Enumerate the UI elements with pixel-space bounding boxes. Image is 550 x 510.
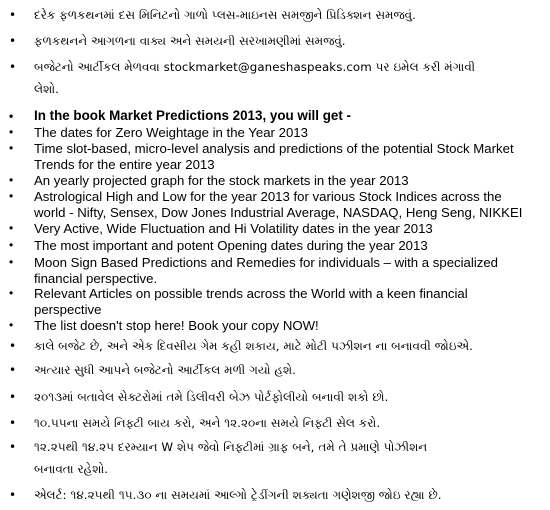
list-item-text: Relevant Articles on possible trends across the World with a keen financial perspective [34,286,468,317]
bullet-icon: • [9,488,17,502]
list-item-text: Time slot-based, micro-level analysis and predictions of the potential Stock Market Trends for the entire year 2013 [34,141,514,172]
bullet-icon: • [9,60,17,74]
list-item-text: Moon Sign Based Predictions and Remedies for individuals – with a specialized financial perspective. [34,255,499,286]
bullet-icon: • [9,34,17,48]
bullet-icon: • [9,390,17,404]
list-item-text: Astrological High and Low for the year 2013 for various Stock Indices across the world - Nifty, Sensex, Dow Jones Industrial Average, NASDAQ, Heng Seng, NIKKEI [34,189,523,220]
bullet-icon: • [9,173,14,187]
section-heading: In the book Market Predictions 2013, you will get - [34,108,351,123]
list-item-text: The most important and potent Opening dates during the year 2013 [34,238,428,253]
bullet-icon: • [9,109,14,123]
list-item-text: ૧૦.૫૫ના સમયે નિફ્ટી બાય કરો, અને ૧૨.૨૦ના સમયે નિફ્ટી સેલ કરો. [34,416,381,430]
bullet-icon: • [9,286,14,300]
bullet-icon: • [9,416,17,430]
bullet-icon: • [9,363,17,377]
bullet-icon: • [9,440,17,454]
bullet-icon: • [9,141,14,155]
bullet-icon: • [9,238,14,252]
list-item-text: કાલે બજેટ છે, અને એક દિવસીય ગેમ કહી શકાય, માટે મોટી પઝીશન ના બનાવવી જોઇએ. [34,339,473,353]
bullet-icon: • [9,221,14,235]
list-item-text: ૨૦૧૩માં બતાવેલ સેક્ટરોમાં તમે ડિલીવરી બેઝ પોર્ટફોલીયો બનાવી શકો છો. [34,390,389,404]
list-item-text: બજેટનો આર્ટીકલ મેળવવા stockmarket@ganeshaspeaks.com પર ઇમેલ કરી મંગાવી લેશો. [34,60,476,96]
list-item-text: ૧૨.૨૫થી ૧૪.૨૫ દરમ્યાન W શેપ જેવો નિફ્ટીમાં ગ્રાફ બને, તમે તે પ્રમાણે પોઝીશન બનાવતા રહેશો. [34,440,428,476]
bullet-icon: • [9,255,14,269]
list-item-text: Very Active, Wide Fluctuation and Hi Volatility dates in the year 2013 [34,221,433,236]
list-item-text: એલર્ટ: ૧૪.૨૫થી ૧૫.૩૦ ના સમયમાં આલ્ગો ટ્રેડીંગની શક્યતા ગણેશજી જોઇ રહ્યા છે. [34,488,442,502]
list-item-text: ફળકથનને આગળના વાક્ય અને સમયની સરખામણીમાં સમજવું. [34,34,346,48]
list-item-text: દરેક ફળકથનમાં દસ મિનિટનો ગાળો પ્લસ-માઇનસ સમજીને પ્રિડિક્શન સમજવું. [34,8,416,22]
list-item-text: The dates for Zero Weightage in the Year 2013 [34,125,308,140]
bullet-icon: • [9,318,14,332]
bullet-icon: • [9,8,17,22]
list-item-text: અત્યાર સુધી આપને બજેટનો આર્ટીકલ મળી ગયો હશે. [34,363,296,377]
bullet-icon: • [9,339,17,353]
list-item-text: The list doesn't stop here! Book your copy NOW! [34,318,319,333]
bullet-icon: • [9,125,14,139]
list-item-text: An yearly projected graph for the stock markets in the year 2013 [34,173,409,188]
bullet-icon: • [9,189,14,203]
